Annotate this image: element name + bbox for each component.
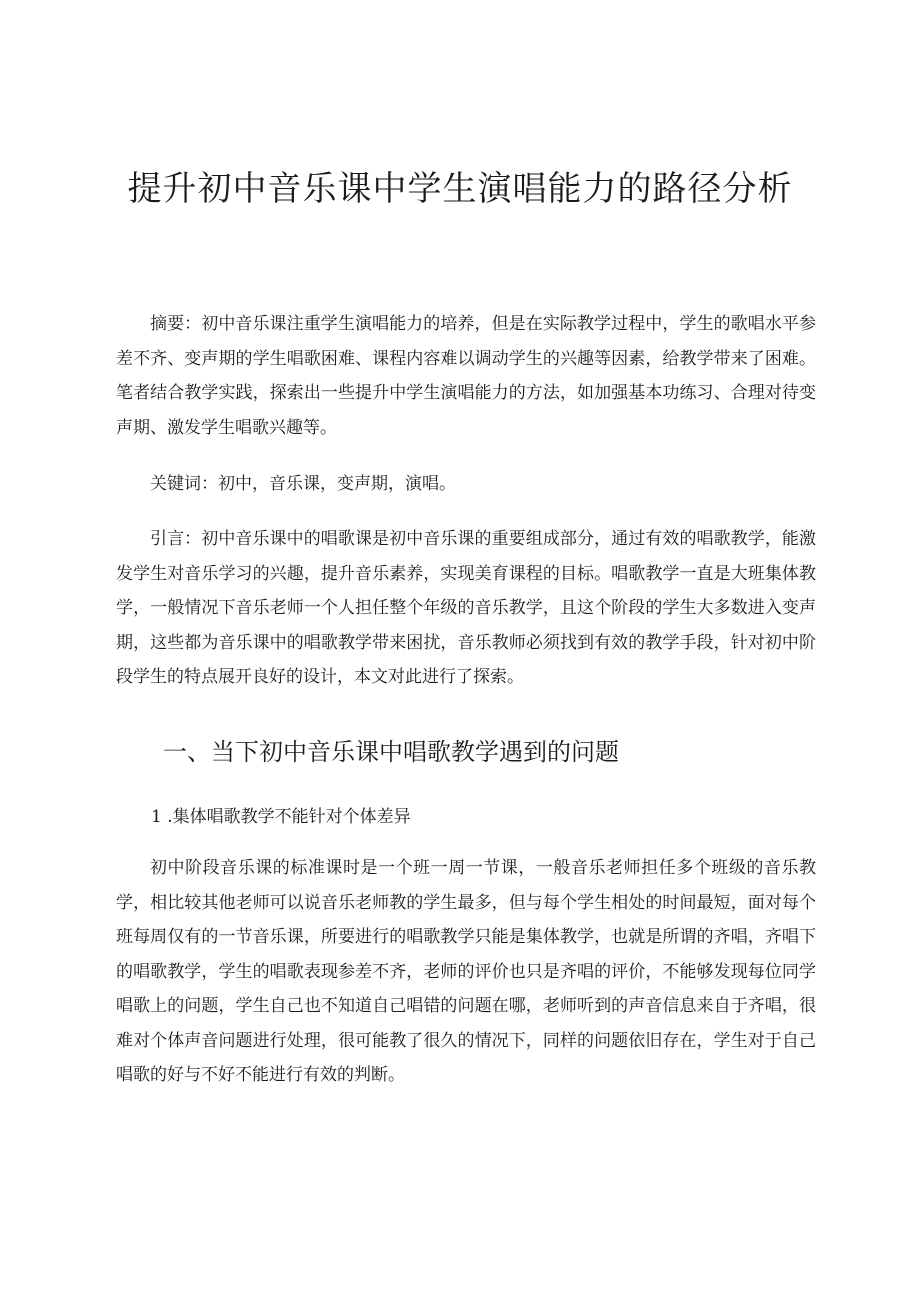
subsection-heading: 1 .集体唱歌教学不能针对个体差异 bbox=[151, 807, 411, 827]
section-heading: 一、当下初中音乐课中唱歌教学遇到的问题 bbox=[163, 738, 619, 766]
body-paragraph: 初中阶段音乐课的标准课时是一个班一周一节课，一般音乐老师担任多个班级的音乐教学，相比较其他老师可以说音乐老师教的学生最多，但与每个学生相处的时间最短，面对每个班每周仅有的一节音乐课，所要进行的唱歌教学只能是集体教学，也就是所谓的齐唱，齐唱下的唱歌教学，学生的唱歌表现参差不齐，老师的评价也只是齐唱的评价，不能够发现每位同学唱歌上的问题，学生自己也不知道自己唱错的问题在哪，老师听到的声音信息来自于齐唱，很难对个体声音问题进行处理，很可能教了很久的情况下，同样的问题依旧存在，学生对于自己唱歌的好与不好不能进行有效的判断。 bbox=[116, 858, 816, 1085]
keywords-paragraph: 关键词：初中，音乐课，变声期，演唱。 bbox=[150, 474, 456, 494]
document-title: 提升初中音乐课中学生演唱能力的路径分析 bbox=[127, 169, 793, 209]
abstract-paragraph: 摘要：初中音乐课注重学生演唱能力的培养，但是在实际教学过程中，学生的歌唱水平参差不齐、变声期的学生唱歌困难、课程内容难以调动学生的兴趣等因素，给教学带来了困难。笔者结合教学实践，探索出一些提升中学生演唱能力的方法，如加强基本功练习、合理对待变声期、激发学生唱歌兴趣等。 bbox=[116, 314, 816, 438]
introduction-paragraph: 引言：初中音乐课中的唱歌课是初中音乐课的重要组成部分，通过有效的唱歌教学，能激发学生对音乐学习的兴趣，提升音乐素养，实现美育课程的目标。唱歌教学一直是大班集体教学，一般情况下音乐老师一个人担任整个年级的音乐教学，且这个阶段的学生大多数进入变声期，这些都为音乐课中的唱歌教学带来困扰，音乐教师必须找到有效的教学手段，针对初中阶段学生的特点展开良好的设计，本文对此进行了探索。 bbox=[116, 529, 816, 687]
